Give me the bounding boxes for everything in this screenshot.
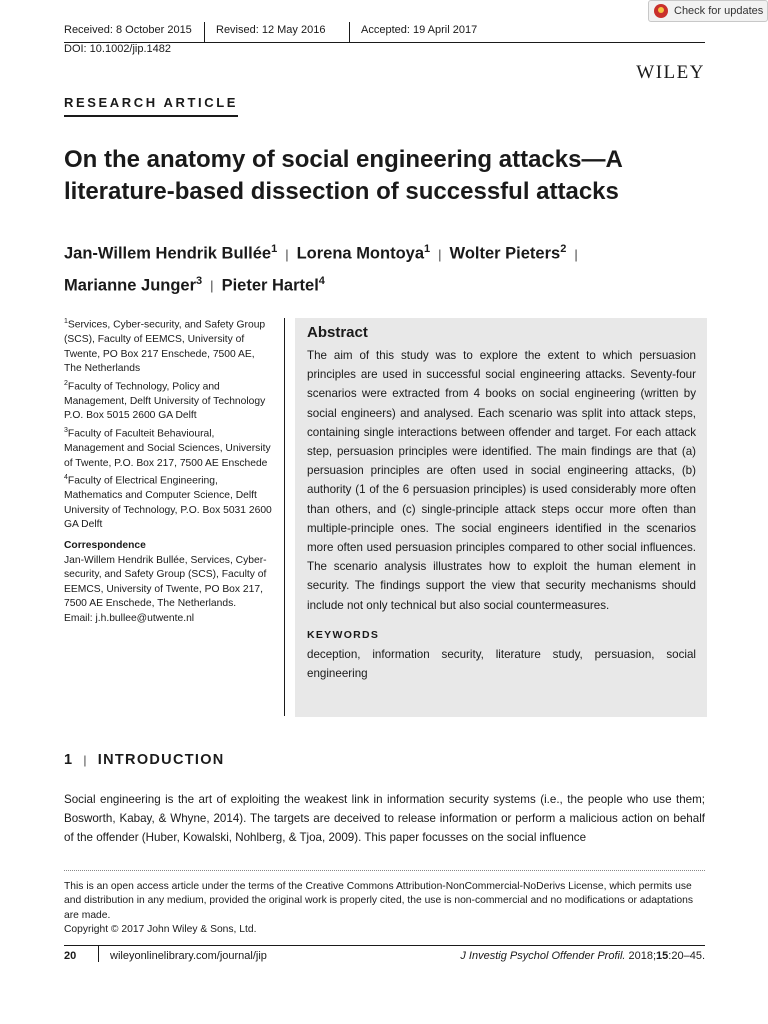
journal-website-link[interactable]: wileyonlinelibrary.com/journal/jip <box>110 950 267 962</box>
abstract-text: The aim of this study was to explore the extent to which persuasion principles are used in successful social engineering attacks. Seventy-four scenarios were extracted from 4 books on social engineering (written by social engineers) and analysed. Each scenario was split into attack steps, containing single interactions between offender and target. For each attack step, persuasion principles were identified. The main findings are that (a) persuasion principles are often used in social engineering attacks, (b) authority (1 of the 6 persuasion principles) is used considerably more often than others, and (c) single-principle attack steps occur more often than multiple-principle ones. The social engineers identified in the scenarios more often used persuasion principles compared to other social influences. The scenario analysis illustrates how to exploit the human element in security. The findings support the view that security mechanisms should include not only technical but also social countermeasures. <box>307 349 696 612</box>
journal-name: J Investig Psychol Offender Profil. <box>460 950 626 962</box>
affiliation: $^4$Faculty of Electrical Engineering, Mathematics and Computer Science, Delft University of Technology, P.O. Box 5031 2600 GA Delft <box>64 474 272 531</box>
footer-divider <box>98 945 99 962</box>
publisher-logo: WILEY <box>636 62 705 83</box>
keywords-heading: KEYWORDS <box>307 628 380 641</box>
check-for-updates-label: Check for updates <box>674 5 764 17</box>
article-type: RESEARCH ARTICLE <box>64 95 238 117</box>
author-name[interactable]: Marianne Junger <box>64 276 197 294</box>
page-number: 20 <box>64 950 77 962</box>
section-heading <box>64 752 225 768</box>
author-name[interactable]: Pieter Hartel <box>221 276 319 294</box>
copyright-text: Copyright © 2017 John Wiley & Sons, Ltd. <box>64 923 257 935</box>
footnote-divider <box>64 870 705 871</box>
author-affil-sup: 3 <box>196 274 203 287</box>
received-date: Received: 8 October 2015 <box>64 24 192 36</box>
affiliation: $^2$Faculty of Technology, Policy and Management, Delft University of Technology P.O. Box 5015 2600 GA Delft <box>64 379 266 422</box>
keywords-text: deception, information security, literature study, persuasion, social engineering <box>307 647 696 681</box>
author-affil-sup: 4 <box>318 274 325 287</box>
abstract-box <box>295 318 707 717</box>
affiliations <box>64 315 274 627</box>
journal-citation <box>460 950 705 962</box>
affiliation: $^3$Faculty of Faculteit Behavioural, Management and Social Sciences, University of Twente, P.O. Box 217, 7500 AE Enschede <box>64 427 271 469</box>
dates-bar <box>64 22 705 43</box>
correspondence-email[interactable]: Email: j.h.bullee@utwente.nl <box>64 612 195 624</box>
affiliation: $^1$Services, Cyber-security, and Safety Group (SCS), Faculty of EEMCS, University of Twente, PO Box 217 Enschede, 7500 AE, The Netherlands <box>64 318 266 375</box>
section-title: INTRODUCTION <box>97 752 225 768</box>
revised-date: Revised: 12 May 2016 <box>204 22 349 42</box>
correspondence-heading: Correspondence <box>64 540 146 551</box>
abstract-heading: Abstract <box>307 324 368 341</box>
author-separator: | <box>285 246 289 262</box>
check-for-updates-button[interactable] <box>648 0 768 22</box>
citation-volume: 15 <box>656 950 669 962</box>
author-affil-sup: 1 <box>271 243 278 255</box>
title-line-2: literature-based dissection of successful attacks <box>64 178 619 205</box>
section-separator: | <box>83 753 88 767</box>
section-number: 1 <box>64 752 74 768</box>
author-affil-sup: 1 <box>424 243 431 255</box>
doi[interactable]: DOI: 10.1002/jip.1482 <box>64 43 172 55</box>
title-line-1: On the anatomy of social engineering attacks—A <box>64 146 623 173</box>
author-separator: | <box>574 246 578 262</box>
author-list <box>64 236 724 299</box>
citation-pages: :20–45. <box>668 950 705 962</box>
footer-rule <box>64 945 705 946</box>
author-separator: | <box>438 246 442 262</box>
article-title <box>64 144 724 208</box>
crossmark-icon <box>654 4 668 18</box>
column-divider <box>284 318 285 716</box>
author-separator: | <box>210 278 214 293</box>
accepted-date: Accepted: 19 April 2017 <box>349 22 477 42</box>
author-name[interactable]: Wolter Pieters <box>449 244 561 263</box>
citation-year: 2018; <box>628 950 657 962</box>
intro-paragraph: Social engineering is the art of exploiting the weakest link in information security systems (i.e., the people who use them; Bosworth, Kabay, & Whyne, 2014). The targets are deceived to release information or perform a malicious action on behalf of the offender (Huber, Kowalski, Nohlberg, & Tjoa, 2009). This paper focusses on the social influence <box>64 793 705 845</box>
license-note <box>64 880 705 937</box>
correspondence-text: Jan-Willem Hendrik Bullée, Services, Cyber-security, and Safety Group (SCS), Faculty of EEMCS, University of Twente, PO Box 217, 7500 AE Enschede, The Netherlands. <box>64 554 267 610</box>
author-name[interactable]: Lorena Montoya <box>296 244 425 263</box>
author-name[interactable]: Jan-Willem Hendrik Bullée <box>64 244 272 263</box>
license-text: This is an open access article under the terms of the Creative Commons Attribution-NonCommercial-NoDerivs License, which permits use and distribution in any medium, provided the original work is properly cited, the use is non-commercial and no modifications or adaptations are made. <box>64 881 694 921</box>
author-affil-sup: 2 <box>560 243 567 255</box>
